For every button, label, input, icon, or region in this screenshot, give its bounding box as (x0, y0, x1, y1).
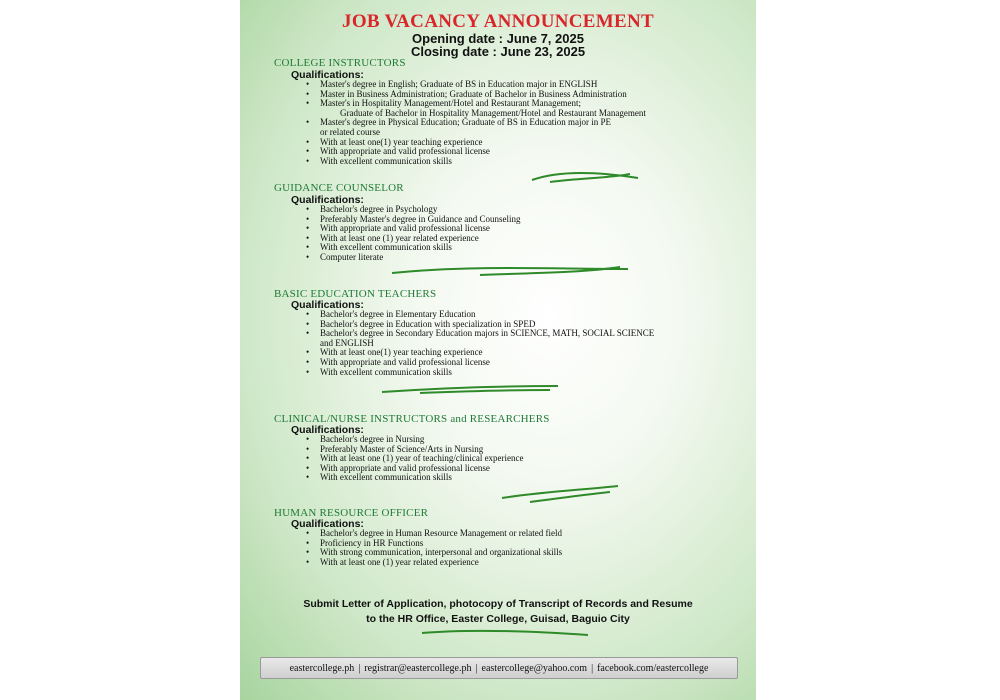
section-title-basic-education-teachers: BASIC EDUCATION TEACHERS (274, 288, 437, 300)
list-item: • With appropriate and valid professional license (306, 464, 726, 474)
yahoo-email-link[interactable]: eastercollege@yahoo.com (481, 662, 588, 674)
footer-separator: | (358, 662, 361, 674)
human-resource-officer-list (306, 529, 726, 567)
list-item: • Bachelor's degree in Nursing (306, 435, 726, 445)
list-item: • Proficiency in HR Functions (306, 539, 726, 549)
list-item-text: Bachelor's degree in Secondary Education majors in SCIENCE, MATH, SOCIAL SCIENCE (320, 328, 655, 339)
list-item: • Master in Business Administration; Graduate of Bachelor in Business Administration (306, 90, 726, 100)
list-item: • With at least one (1) year related experience (306, 558, 726, 568)
announcement-title: JOB VACANCY ANNOUNCEMENT (342, 11, 654, 32)
list-item: • With excellent communication skills (306, 157, 726, 167)
list-item: • Bachelor's degree in Education with specialization in SPED (306, 320, 726, 330)
closing-date: Closing date : June 23, 2025 (410, 44, 586, 59)
green-swoosh-divider (530, 168, 640, 190)
contact-footer-bar (260, 657, 738, 679)
vacancy-flyer (240, 0, 756, 700)
list-item: • With excellent communication skills (306, 243, 726, 253)
green-swoosh-divider (500, 482, 620, 506)
list-item (306, 329, 726, 348)
section-title-guidance-counselor: GUIDANCE COUNSELOR (274, 182, 404, 194)
submit-instructions-line-1: Submit Letter of Application, photocopy of Transcript of Records and Resume (303, 598, 693, 610)
green-swoosh-divider (380, 380, 560, 398)
list-item: • Bachelor's degree in Psychology (306, 205, 726, 215)
list-item: • With appropriate and valid professional license (306, 224, 726, 234)
list-item (306, 118, 726, 137)
qualifications-label: Qualifications: (291, 69, 364, 81)
qualifications-label: Qualifications: (291, 194, 364, 206)
guidance-counselor-list (306, 205, 726, 263)
list-item: • Computer literate (306, 253, 726, 263)
college-instructors-list (306, 80, 726, 166)
list-item: • Preferably Master of Science/Arts in Nursing (306, 445, 726, 455)
list-item: • With appropriate and valid professional license (306, 358, 726, 368)
list-item: • With excellent communication skills (306, 368, 726, 378)
list-item-continuation: and ENGLISH (320, 337, 374, 348)
list-item-continuation: Graduate of Bachelor in Hospitality Management/Hotel and Restaurant Management (340, 107, 646, 118)
qualifications-label: Qualifications: (291, 299, 364, 311)
list-item-text: Master's degree in Physical Education; Graduate of BS in Education major in PE (320, 117, 612, 128)
list-item: • With at least one(1) year teaching experience (306, 138, 726, 148)
list-item: • Preferably Master's degree in Guidance and Counseling (306, 215, 726, 225)
clinical-nurse-instructors-list (306, 435, 726, 483)
list-item: • With appropriate and valid professional license (306, 147, 726, 157)
registrar-email-link[interactable]: registrar@eastercollege.ph (364, 662, 472, 674)
list-item: • With at least one(1) year teaching experience (306, 348, 726, 358)
qualifications-label: Qualifications: (291, 424, 364, 436)
section-title-college-instructors: COLLEGE INSTRUCTORS (274, 57, 406, 69)
footer-separator: | (475, 662, 478, 674)
section-title-human-resource-officer: HUMAN RESOURCE OFFICER (274, 507, 429, 519)
basic-education-teachers-list (306, 310, 726, 377)
list-item (306, 99, 726, 118)
green-swoosh-divider (420, 627, 590, 639)
list-item-continuation: or related course (320, 126, 380, 137)
section-title-clinical-nurse-instructors: CLINICAL/NURSE INSTRUCTORS and RESEARCHERS (274, 413, 550, 425)
submit-instructions-line-2: to the HR Office, Easter College, Guisad, Baguio City (366, 613, 630, 625)
qualifications-label: Qualifications: (291, 518, 364, 530)
list-item: • With at least one (1) year of teaching/clinical experience (306, 454, 726, 464)
list-item: • With excellent communication skills (306, 473, 726, 483)
website-link[interactable]: eastercollege.ph (289, 662, 355, 674)
opening-date: Opening date : June 7, 2025 (412, 31, 584, 46)
list-item-text: Master's in Hospitality Management/Hotel and Restaurant Management; (320, 98, 582, 109)
footer-separator: | (591, 662, 594, 674)
facebook-link[interactable]: facebook.com/eastercollege (597, 662, 709, 674)
list-item: • Bachelor's degree in Elementary Education (306, 310, 726, 320)
green-swoosh-divider (390, 261, 630, 281)
list-item: • With at least one (1) year related experience (306, 234, 726, 244)
list-item: • With strong communication, interpersonal and organizational skills (306, 548, 726, 558)
list-item: • Master's degree in English; Graduate of BS in Education major in ENGLISH (306, 80, 726, 90)
list-item: • Bachelor's degree in Human Resource Management or related field (306, 529, 726, 539)
